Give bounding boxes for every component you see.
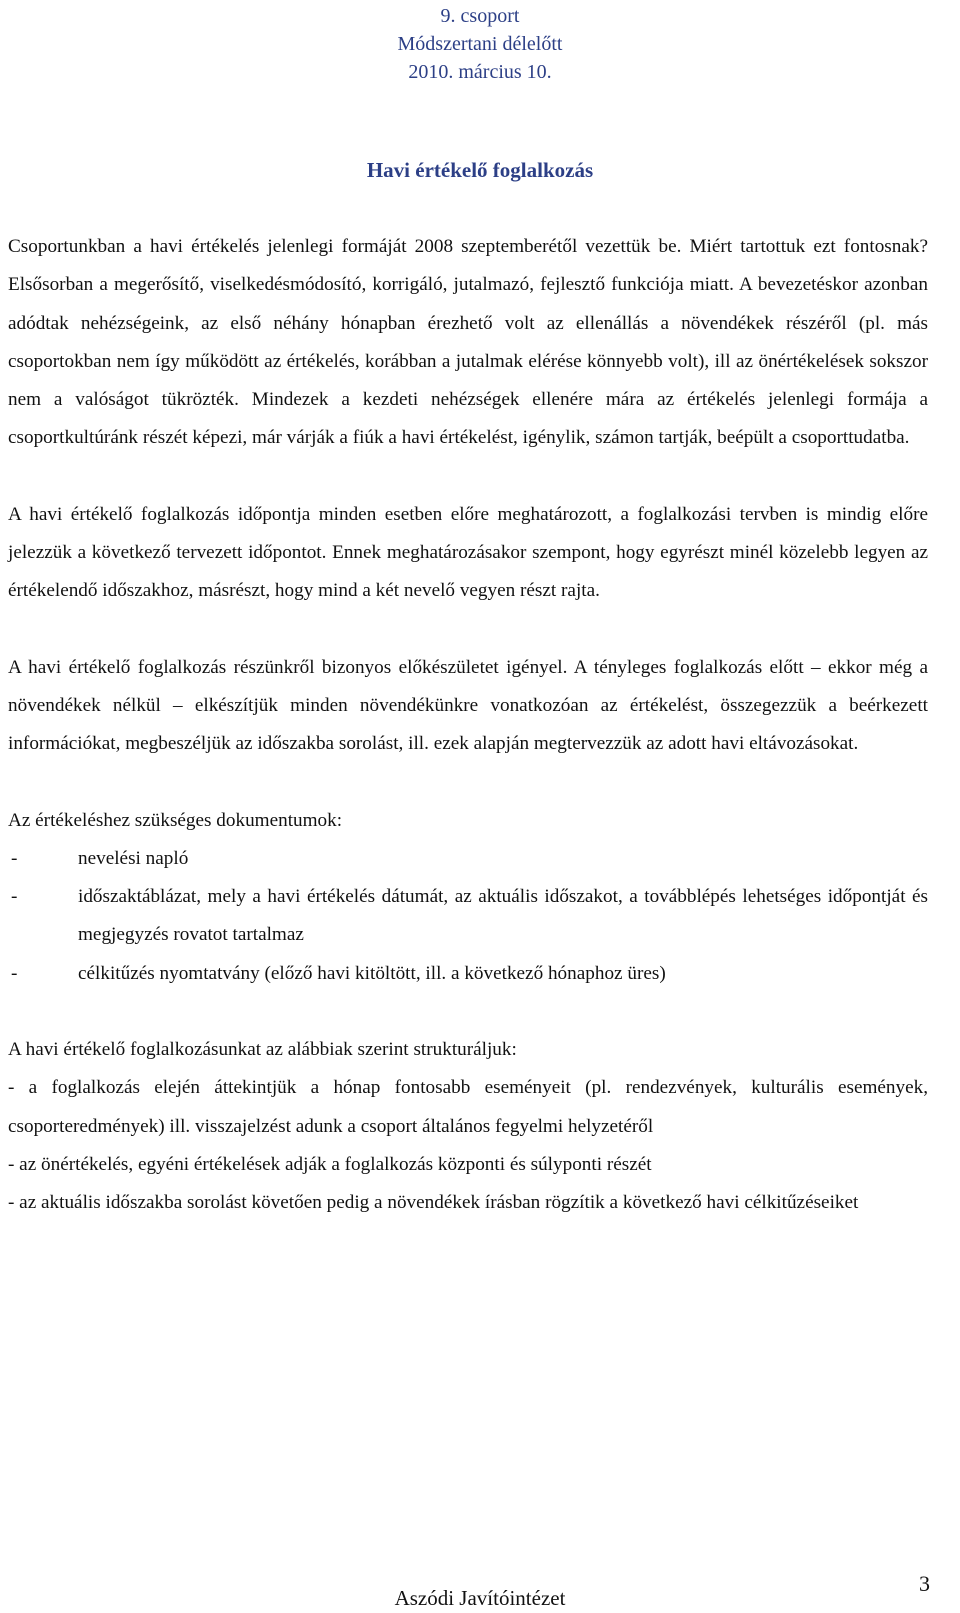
document-body xyxy=(8,228,928,1223)
structure-heading: A havi értékelő foglalkozásunkat az alábbiak szerint strukturáljuk: xyxy=(8,1039,517,1061)
list-item xyxy=(8,840,928,878)
header-event: Módszertani délelőtt xyxy=(397,33,563,55)
list-dash: - xyxy=(11,962,18,984)
documents-list xyxy=(8,840,928,993)
list-dash: - xyxy=(11,847,18,869)
structure-item: - az önértékelés, egyéni értékelések adják a foglalkozás központi és súlyponti részét xyxy=(8,1153,652,1175)
paragraph-preparation: A havi értékelő foglalkozás részünkről bizonyos előkészületet igényel. A tényleges foglalkozás előtt – ekkor még a növendékek nélkül – elkészítjük minden növendékünkre vonatkozóan az értékelést, összegezzük a beérkezett információkat, megbeszéljük az időszakba sorolást, ill. ezek alapján megtervezzük az adott havi eltávozásokat. xyxy=(8,656,928,755)
list-item xyxy=(8,955,928,993)
structure-item: - a foglalkozás elején áttekintjük a hónap fontosabb eseményeit (pl. rendezvények, kulturális események, csoporteredmények) ill. visszajelzést adunk a csoport általános fegyelmi helyzetéről xyxy=(8,1077,928,1137)
list-item-text: időszaktáblázat, mely a havi értékelés dátumát, az aktuális időszakot, a továbblépés lehetséges időpontját és megjegyzés rovatot tartalmaz xyxy=(78,886,928,946)
header-date: 2010. március 10. xyxy=(408,61,552,83)
page-number: 3 xyxy=(919,1571,930,1596)
document-header xyxy=(0,2,960,86)
paragraph-schedule: A havi értékelő foglalkozás időpontja minden esetben előre meghatározott, a foglalkozási tervben is mindig előre jelezzük a következő tervezett időpontot. Ennek meghatározásakor szempont, hogy egyrészt minél közelebb legyen az értékelendő időszakhoz, másrészt, hogy mind a két nevelő vegyen részt rajta. xyxy=(8,503,928,602)
document-footer: Aszódi Javítóintézet xyxy=(394,1586,566,1610)
structure-item: - az aktuális időszakba sorolást követően pedig a növendékek írásban rögzítik a következő havi célkitűzéseiket xyxy=(8,1192,859,1214)
list-item xyxy=(8,878,928,955)
documents-heading: Az értékeléshez szükséges dokumentumok: xyxy=(8,809,343,831)
list-dash: - xyxy=(11,886,18,908)
list-item-text: nevelési napló xyxy=(78,847,189,869)
list-item-text: célkitűzés nyomtatvány (előző havi kitöltött, ill. a következő hónaphoz üres) xyxy=(78,962,666,984)
header-group: 9. csoport xyxy=(440,5,520,27)
paragraph-intro: Csoportunkban a havi értékelés jelenlegi formáját 2008 szeptemberétől vezettük be. Miért tartottuk ezt fontosnak? Elsősorban a megerősítő, viselkedésmódosító, korrigáló, jutalmazó, fejlesztő funkciója miatt. A bevezetéskor azonban adódtak nehézségeink, az első néhány hónapban érezhető volt az ellenállás a növendékek részéről (pl. más csoportokban nem így működött az értékelés, korábban a jutalmak elérése könnyebb volt), ill az önértékelések sokszor nem a valóságot tükrözték. Mindezek a kezdeti nehézségek ellenére mára az értékelés jelenlegi formája a csoportkultúránk részét képezi, már várják a fiúk a havi értékelést, igénylik, számon tartják, beépült a csoporttudatba. xyxy=(8,236,928,449)
page-title: Havi értékelő foglalkozás xyxy=(366,158,594,182)
